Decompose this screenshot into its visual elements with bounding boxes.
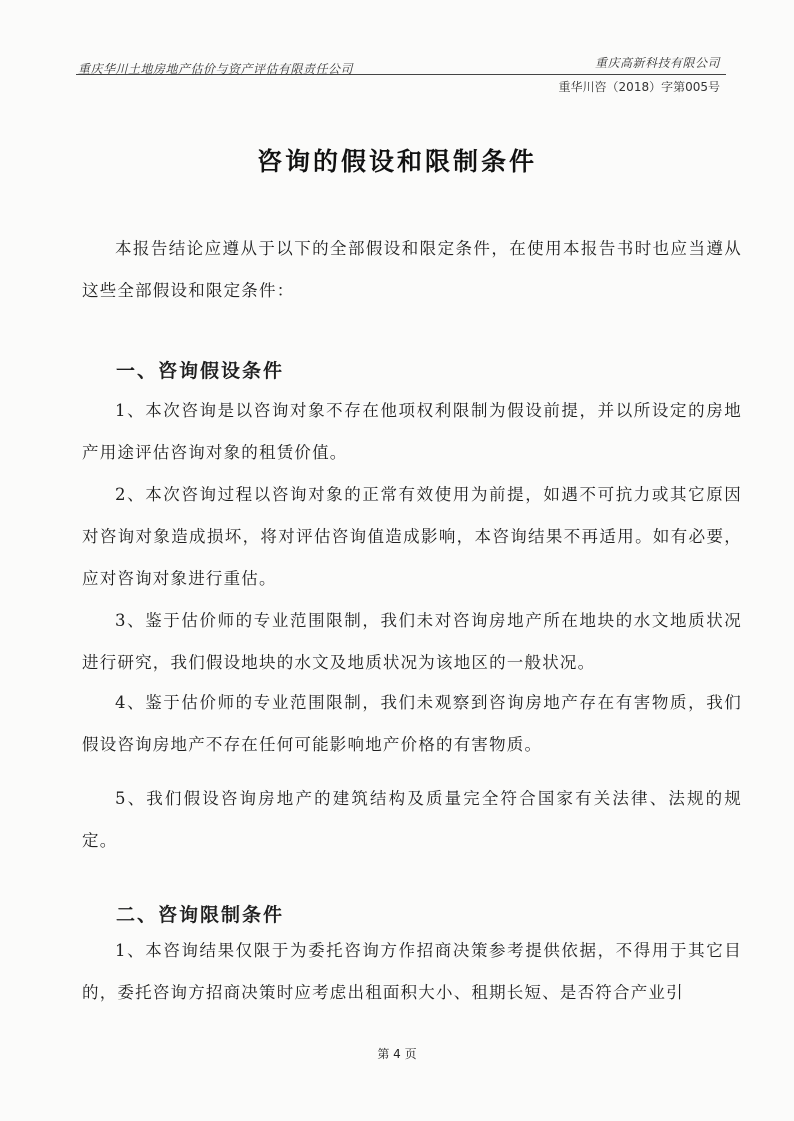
page-number: 第 4 页 bbox=[377, 1047, 417, 1061]
header-divider bbox=[76, 74, 726, 75]
section-heading-assumptions: 一、咨询假设条件 bbox=[116, 360, 285, 382]
header-company-right: 重庆高新科技有限公司 bbox=[594, 56, 720, 70]
section-heading-limitations: 二、咨询限制条件 bbox=[116, 904, 285, 926]
header-reference-number: 重华川咨（2018）字第005号 bbox=[558, 80, 720, 94]
page-title: 咨询的假设和限制条件 bbox=[256, 147, 537, 176]
limitation-item-1: 1、本咨询结果仅限于为委托咨询方作招商决策参考提供依据，不得用于其它目的，委托咨询方招商决策时应考虑出租面积大小、租期长短、是否符合产业引 bbox=[82, 941, 742, 1002]
intro-paragraph: 本报告结论应遵从于以下的全部假设和限定条件，在使用本报告书时也应当遵从这些全部假设和限定条件： bbox=[82, 239, 742, 300]
assumption-item-5: 5、我们假设咨询房地产的建筑结构及质量完全符合国家有关法律、法规的规定。 bbox=[82, 789, 742, 850]
assumption-item-1: 1、本次咨询是以咨询对象不存在他项权利限制为假设前提，并以所设定的房地产用途评估咨询对象的租赁价值。 bbox=[82, 401, 742, 462]
assumption-item-3: 3、鉴于估价师的专业范围限制，我们未对咨询房地产所在地块的水文地质状况进行研究，我们假设地块的水文及地质状况为该地区的一般状况。 bbox=[82, 611, 742, 672]
assumption-item-4: 4、鉴于估价师的专业范围限制，我们未观察到咨询房地产存在有害物质，我们假设咨询房地产不存在任何可能影响地产价格的有害物质。 bbox=[82, 693, 742, 754]
header-company-left: 重庆华川土地房地产估价与资产评估有限责任公司 bbox=[78, 62, 354, 76]
assumption-item-2: 2、本次咨询过程以咨询对象的正常有效使用为前提，如遇不可抗力或其它原因对咨询对象造成损坏，将对评估咨询值造成影响，本咨询结果不再适用。如有必要，应对咨询对象进行重估。 bbox=[82, 485, 742, 588]
